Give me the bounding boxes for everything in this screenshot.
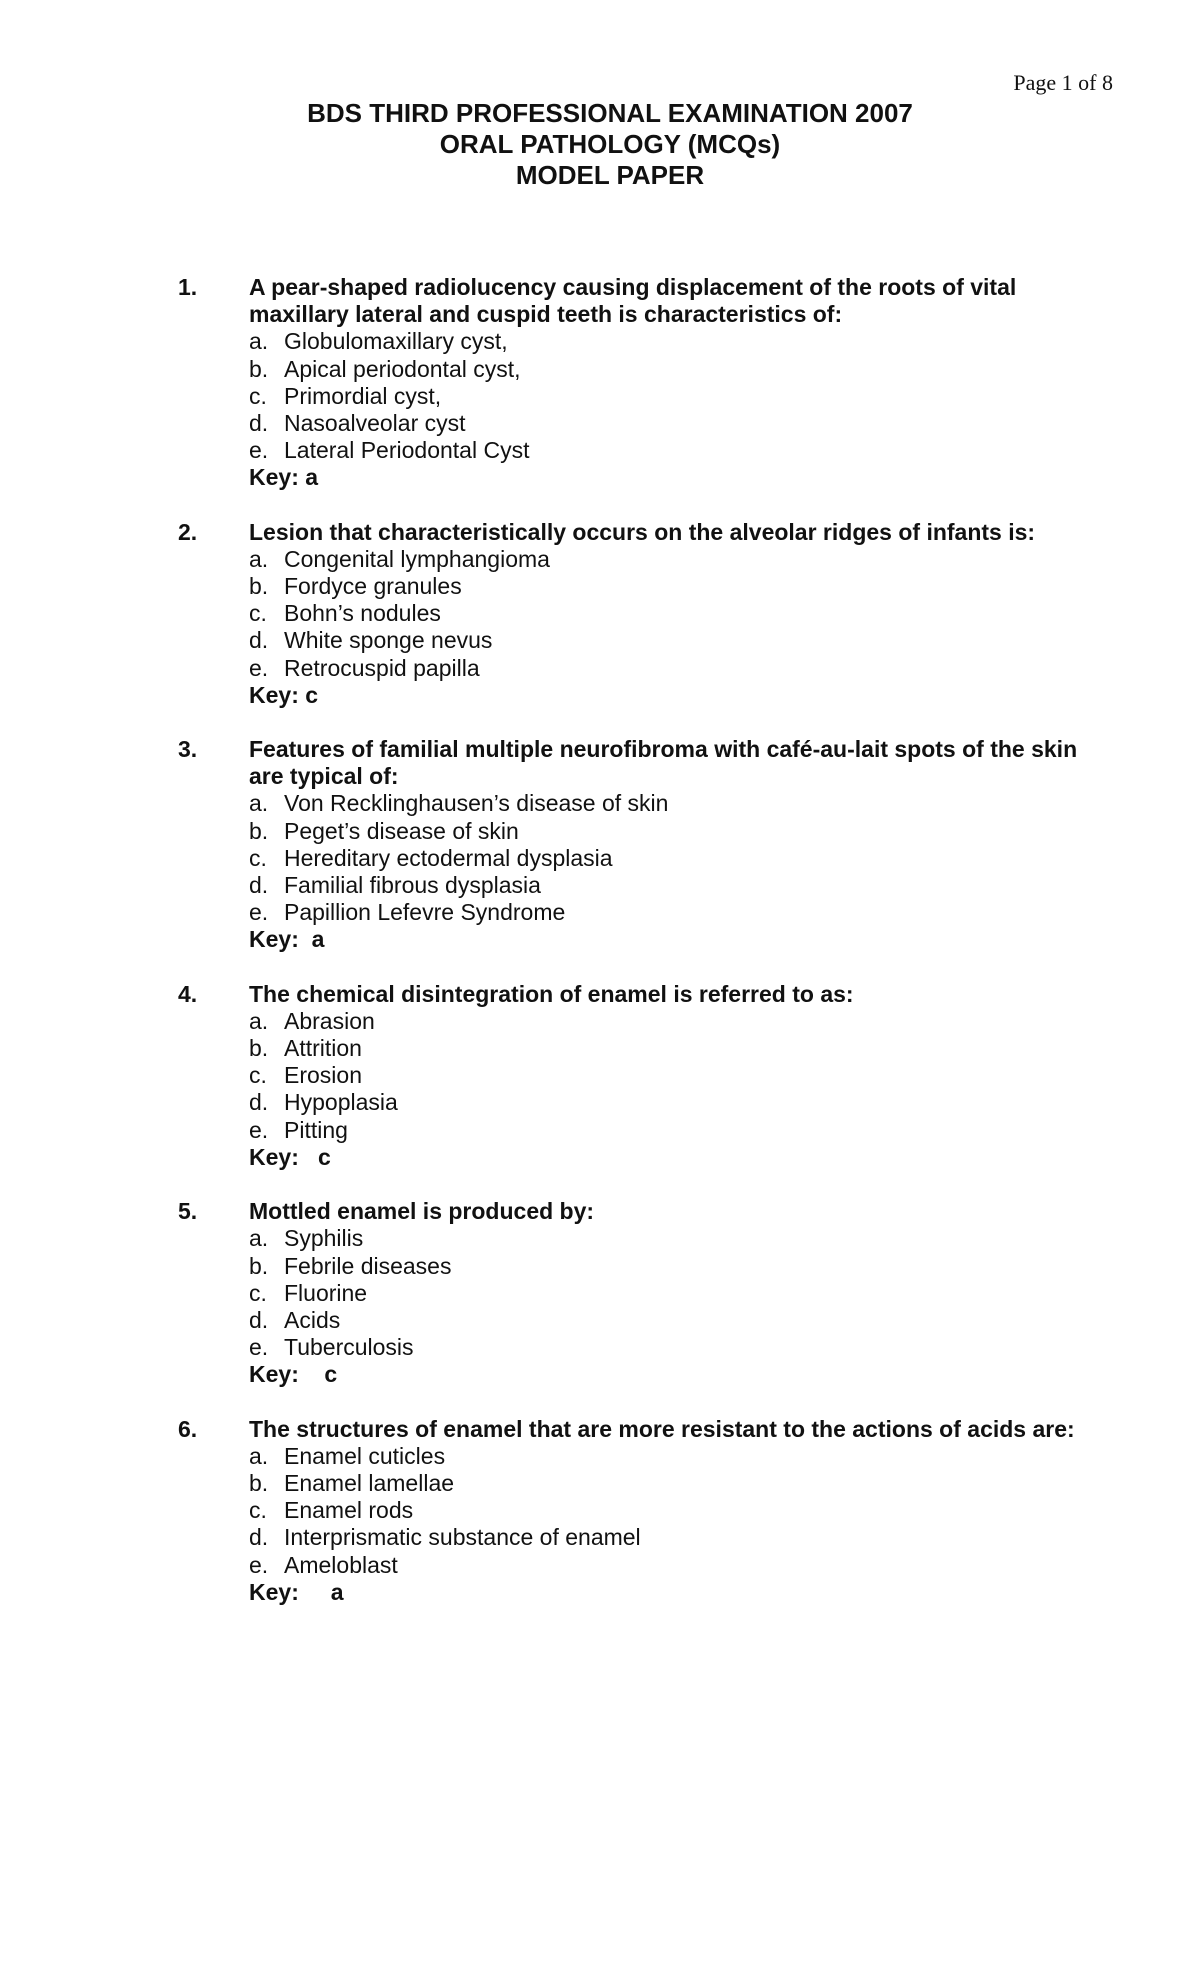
answer-option [249, 1470, 1115, 1497]
option-text: Familial fibrous dysplasia [284, 872, 541, 899]
answer-option [249, 600, 1115, 627]
option-letter: c. [249, 1279, 267, 1306]
page-number: Page 1 of 8 [1013, 70, 1113, 95]
option-text: Peget’s disease of skin [284, 817, 519, 844]
option-text: Ameloblast [284, 1551, 398, 1578]
option-text: Febrile diseases [284, 1252, 452, 1279]
answer-option [249, 1280, 1115, 1307]
option-text: Enamel rods [284, 1497, 414, 1524]
answer-option [249, 627, 1115, 654]
option-letter: b. [249, 1252, 269, 1279]
answer-key: Key: a [249, 1578, 344, 1605]
answer-option [249, 546, 1115, 573]
question-item [0, 274, 1200, 492]
answer-option [249, 1089, 1115, 1116]
question-item [0, 519, 1200, 709]
question-number: 6. [178, 1415, 198, 1442]
option-text: Syphilis [284, 1225, 364, 1252]
answer-option [249, 872, 1115, 899]
exam-title: BDS THIRD PROFESSIONAL EXAMINATION 2007 [307, 98, 913, 128]
question-item [0, 1416, 1200, 1606]
option-text: Interprismatic substance of enamel [284, 1524, 641, 1551]
option-letter: a. [249, 545, 269, 572]
option-letter: d. [249, 1089, 269, 1116]
option-letter: a. [249, 328, 269, 355]
answer-option [249, 1035, 1115, 1062]
question-item [0, 981, 1200, 1171]
option-text: Hereditary ectodermal dysplasia [284, 844, 613, 871]
answer-option [249, 1225, 1115, 1252]
answer-option [249, 1062, 1115, 1089]
option-letter: c. [249, 844, 267, 871]
question-number: 5. [178, 1198, 198, 1225]
option-letter: d. [249, 1306, 269, 1333]
question-item [0, 1198, 1200, 1388]
option-text: Enamel cuticles [284, 1442, 446, 1469]
question-item [0, 736, 1200, 954]
option-text: Erosion [284, 1062, 362, 1089]
option-letter: d. [249, 872, 269, 899]
option-letter: c. [249, 1062, 267, 1089]
question-body [249, 1416, 1115, 1606]
option-letter: d. [249, 1524, 269, 1551]
option-text: Hypoplasia [284, 1089, 398, 1116]
option-text: Tuberculosis [284, 1334, 414, 1361]
question-body [249, 1198, 1115, 1388]
answer-key: Key: a [249, 926, 325, 953]
answer-option [249, 437, 1115, 464]
question-text: The chemical disintegration of enamel is referred to as: [249, 980, 854, 1007]
option-text: Acids [284, 1306, 341, 1333]
question-text: The structures of enamel that are more resistant to the actions of acids are: [249, 1415, 1075, 1442]
option-text: White sponge nevus [284, 627, 493, 654]
answer-option [249, 383, 1115, 410]
answer-option [249, 1117, 1115, 1144]
option-letter: a. [249, 1442, 269, 1469]
option-letter: e. [249, 1334, 269, 1361]
option-text: Fordyce granules [284, 573, 462, 600]
option-letter: b. [249, 1035, 269, 1062]
option-letter: d. [249, 627, 269, 654]
option-text: Papillion Lefevre Syndrome [284, 899, 566, 926]
option-letter: b. [249, 573, 269, 600]
answer-option [249, 1552, 1115, 1579]
option-text: Lateral Periodontal Cyst [284, 437, 530, 464]
exam-subject: ORAL PATHOLOGY (MCQs) [439, 129, 781, 159]
answer-option [249, 1443, 1115, 1470]
option-letter: c. [249, 600, 267, 627]
question-number: 1. [178, 274, 198, 300]
option-letter: e. [249, 437, 269, 464]
answer-key: Key: c [249, 1361, 338, 1388]
option-letter: d. [249, 410, 269, 437]
answer-option [249, 1253, 1115, 1280]
answer-option [249, 845, 1115, 872]
option-letter: e. [249, 654, 269, 681]
answer-option [249, 1524, 1115, 1551]
option-letter: b. [249, 1469, 269, 1496]
answer-option [249, 328, 1115, 355]
option-letter: e. [249, 1116, 269, 1143]
option-text: Pitting [284, 1116, 348, 1143]
answer-option [249, 1497, 1115, 1524]
option-letter: a. [249, 1007, 269, 1034]
question-text: A pear-shaped radiolucency causing displacement of the roots of vital maxillary lateral and cuspid teeth is characteristics of: [249, 274, 1017, 328]
option-text: Von Recklinghausen’s disease of skin [284, 790, 669, 817]
option-text: Bohn’s nodules [284, 600, 441, 627]
option-text: Congenital lymphangioma [284, 545, 550, 572]
option-text: Abrasion [284, 1007, 375, 1034]
option-text: Enamel lamellae [284, 1469, 455, 1496]
question-number: 2. [178, 518, 198, 545]
option-text: Attrition [284, 1035, 362, 1062]
option-text: Fluorine [284, 1279, 368, 1306]
question-body [249, 736, 1115, 954]
answer-key: Key: c [249, 681, 319, 708]
answer-option [249, 655, 1115, 682]
question-body [249, 274, 1115, 492]
question-number: 4. [178, 980, 198, 1007]
answer-option [249, 1334, 1115, 1361]
question-body [249, 519, 1115, 709]
answer-key: Key: c [249, 1143, 331, 1170]
answer-option [249, 410, 1115, 437]
question-text: Features of familial multiple neurofibroma with café-au-lait spots of the skin are typical of: [249, 736, 1078, 790]
option-letter: e. [249, 1551, 269, 1578]
option-letter: a. [249, 790, 269, 817]
option-letter: c. [249, 1497, 267, 1524]
option-text: Retrocuspid papilla [284, 654, 480, 681]
exam-header [0, 98, 1200, 191]
option-text: Globulomaxillary cyst, [284, 328, 508, 355]
question-list [0, 274, 1200, 1633]
option-letter: a. [249, 1225, 269, 1252]
answer-option [249, 1307, 1115, 1334]
answer-option [249, 356, 1115, 383]
question-text: Lesion that characteristically occurs on the alveolar ridges of infants is: [249, 518, 1036, 545]
question-body [249, 981, 1115, 1171]
answer-option [249, 1008, 1115, 1035]
option-letter: b. [249, 355, 269, 382]
answer-key: Key: a [249, 464, 319, 491]
option-text: Primordial cyst, [284, 382, 442, 409]
question-text: Mottled enamel is produced by: [249, 1198, 595, 1225]
exam-paper-type: MODEL PAPER [515, 160, 705, 190]
option-text: Apical periodontal cyst, [284, 355, 521, 382]
answer-option [249, 899, 1115, 926]
option-letter: e. [249, 899, 269, 926]
answer-option [249, 573, 1115, 600]
answer-option [249, 790, 1115, 817]
option-letter: b. [249, 817, 269, 844]
option-letter: c. [249, 382, 267, 409]
option-text: Nasoalveolar cyst [284, 410, 466, 437]
question-number: 3. [178, 736, 198, 763]
answer-option [249, 818, 1115, 845]
